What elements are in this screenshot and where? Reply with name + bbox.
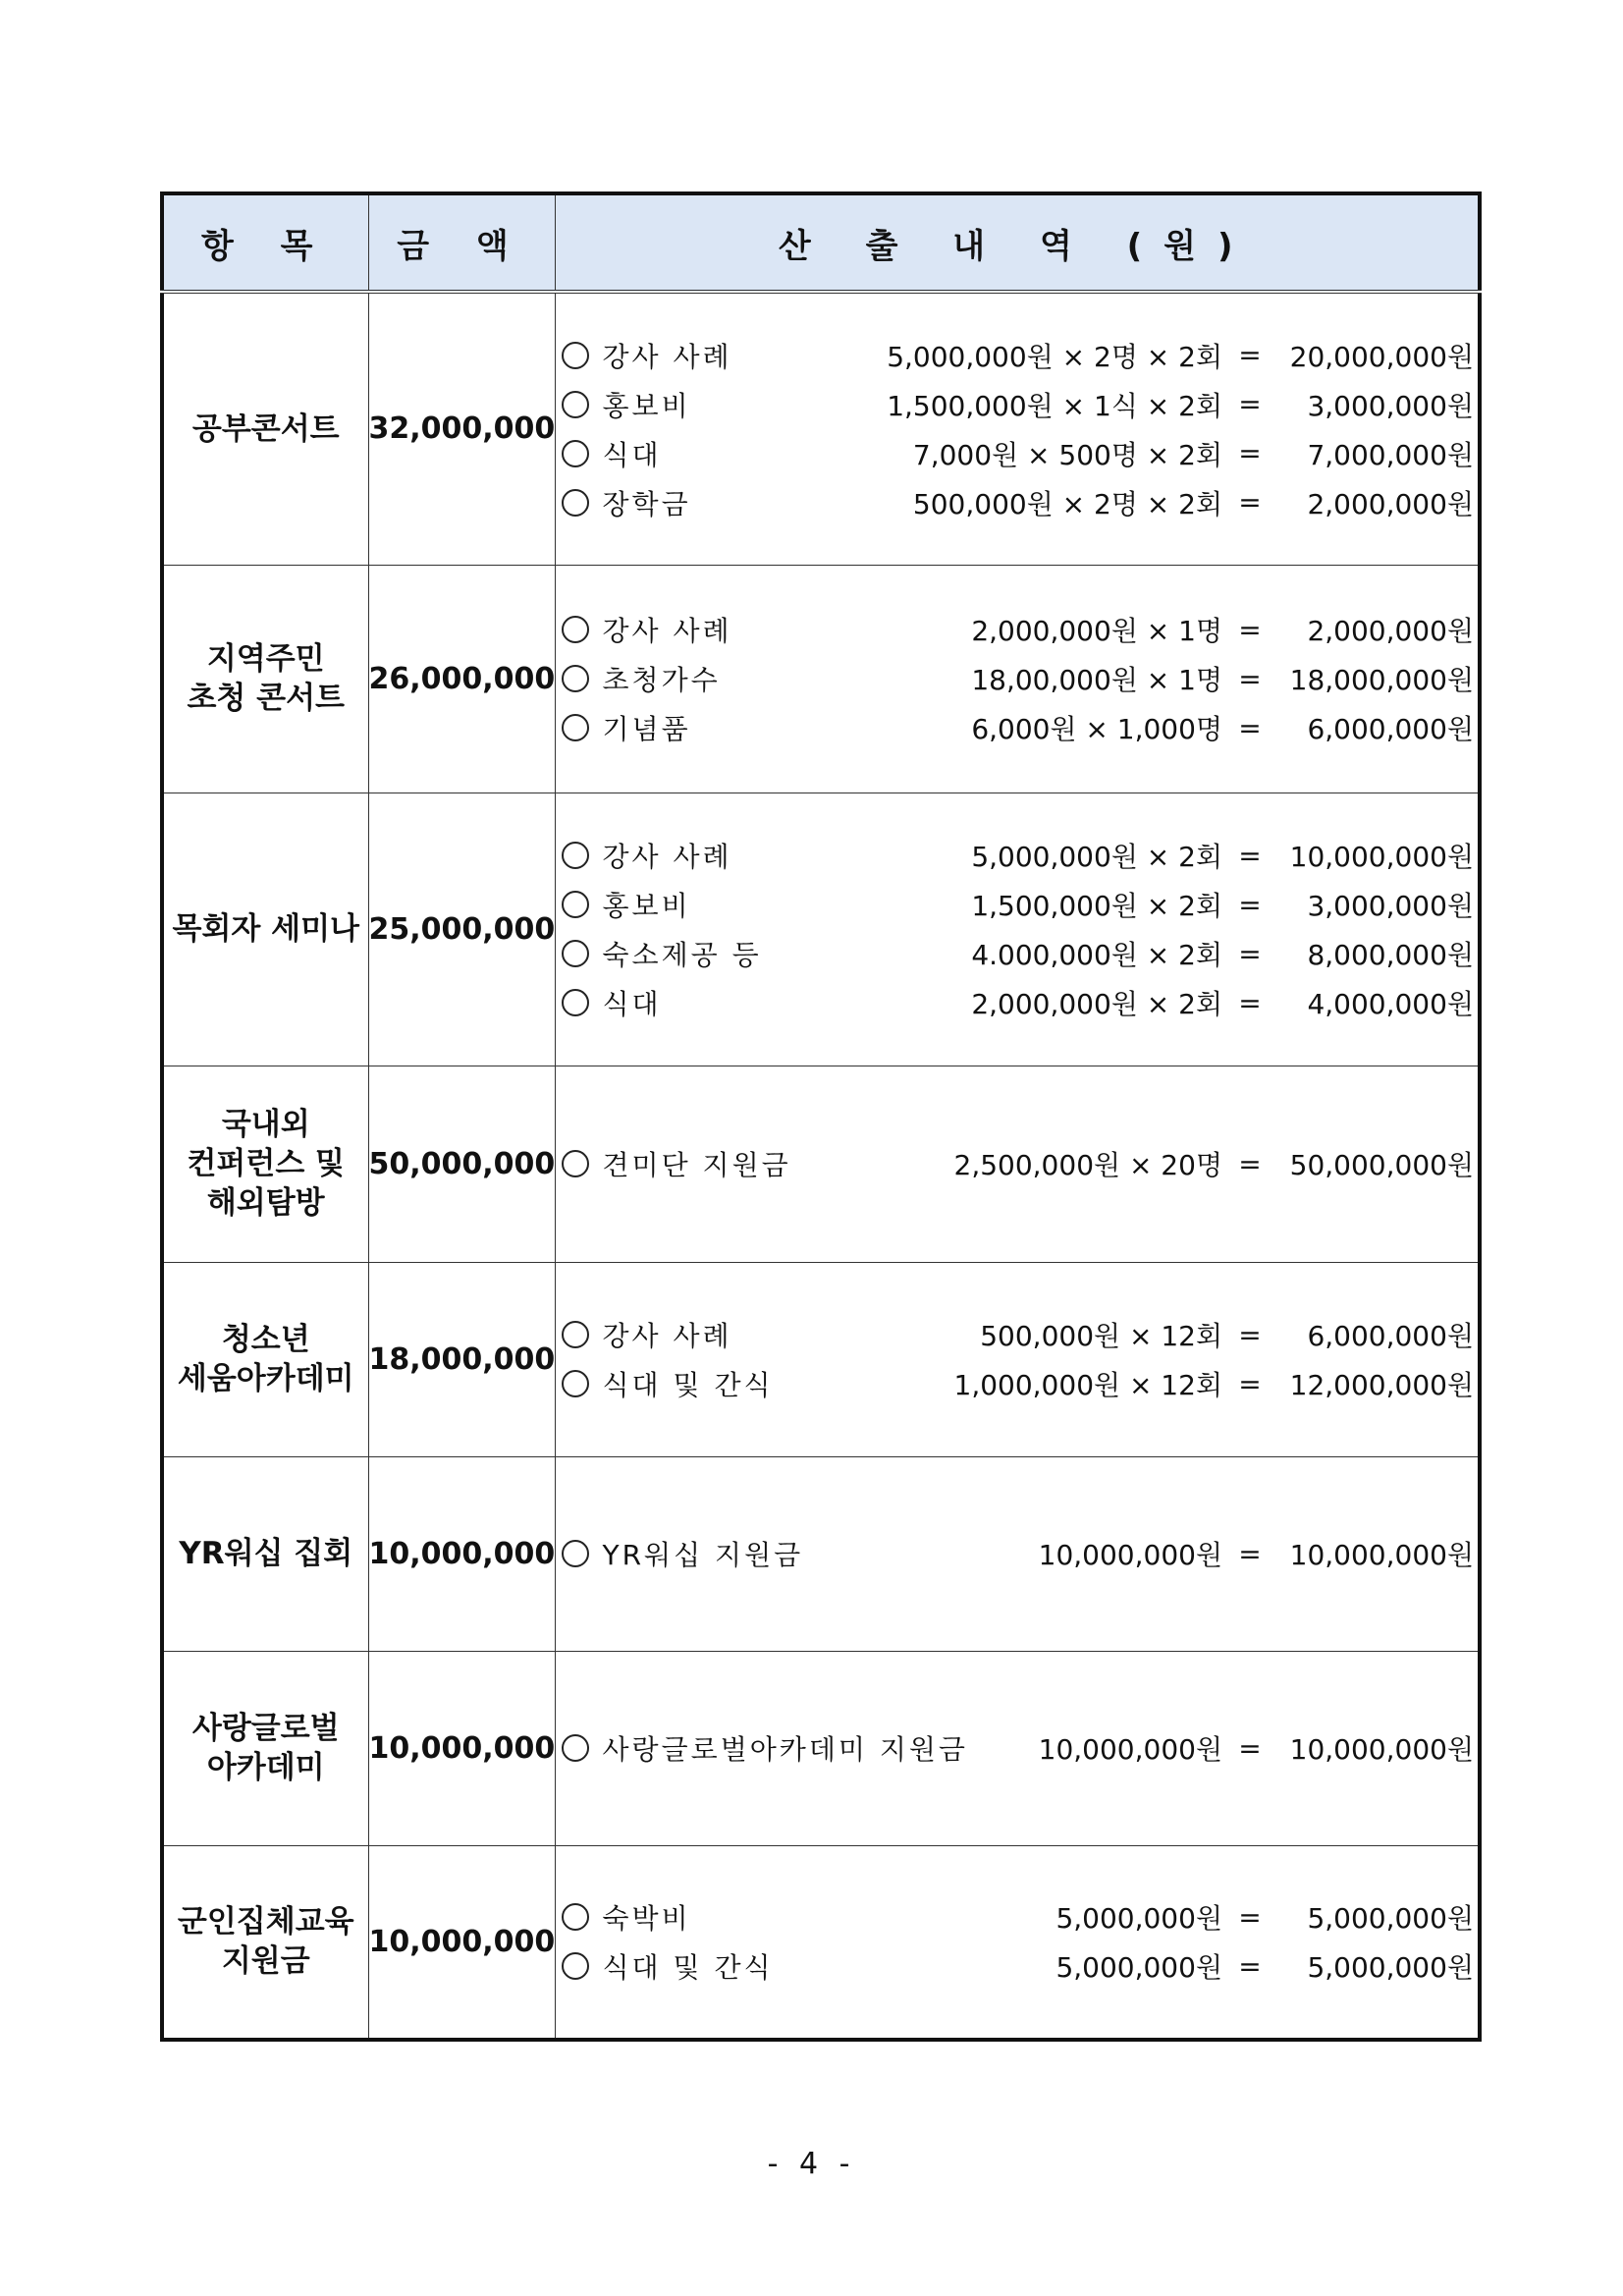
calc-line-name: 숙박비 (602, 1902, 691, 1936)
circle-bullet-icon (562, 342, 589, 369)
row-item-name: 공부콘서트 (162, 292, 368, 565)
row-item-name: 사랑글로벌 아카데미 (162, 1651, 368, 1845)
calc-line-equals: = (1238, 1367, 1262, 1400)
calc-line-name: 기념품 (602, 713, 691, 745)
calc-line-total: 10,000,000원 (1289, 1539, 1474, 1571)
calc-line-total: 20,000,000원 (1289, 340, 1474, 373)
calc-line (562, 929, 1475, 978)
calc-line-equals: = (1238, 1537, 1262, 1570)
row-calculation (555, 1262, 1480, 1456)
calc-line-formula: 18,00,000원 × 1명 (971, 664, 1222, 696)
calc-line (562, 605, 1475, 654)
calc-line-equals: = (1238, 711, 1262, 744)
calc-line (562, 1310, 1475, 1359)
calc-line-total: 12,000,000원 (1289, 1369, 1474, 1401)
row-calculation (555, 292, 1480, 565)
calc-line-total: 10,000,000원 (1289, 841, 1474, 873)
circle-bullet-icon (562, 440, 589, 467)
calc-line-total: 3,000,000원 (1307, 389, 1474, 422)
row-item-name: 국내외 컨퍼런스 및 해외탐방 (162, 1066, 368, 1262)
calc-line (562, 331, 1475, 380)
calc-line (562, 1359, 1475, 1408)
calc-line (562, 703, 1475, 752)
table-row (162, 1066, 1480, 1262)
calc-line (562, 1723, 1475, 1773)
calc-line-name: 장학금 (602, 487, 691, 520)
calc-line-total: 7,000,000원 (1307, 438, 1474, 471)
circle-bullet-icon (562, 665, 589, 692)
row-calculation (555, 1066, 1480, 1262)
calc-line-equals: = (1238, 1949, 1262, 1983)
row-item-name: 군인집체교육 지원금 (162, 1845, 368, 2040)
calc-line-formula: 500,000원 × 12회 (980, 1320, 1222, 1352)
calc-line (562, 654, 1475, 703)
calc-line-total: 50,000,000원 (1289, 1149, 1474, 1181)
header-row (162, 193, 1480, 292)
circle-bullet-icon (562, 714, 589, 741)
calc-line-name: 식대 (602, 438, 662, 471)
row-amount: 10,000,000 (368, 1651, 555, 1845)
calc-line (562, 1892, 1475, 1941)
circle-bullet-icon (562, 989, 589, 1016)
row-amount: 32,000,000 (368, 292, 555, 565)
calc-line-total: 2,000,000원 (1307, 615, 1474, 647)
calc-line-total: 4,000,000원 (1307, 988, 1474, 1020)
calc-line (562, 1941, 1475, 1991)
calc-line-formula: 5,000,000원 (1055, 1902, 1222, 1936)
calc-line-total: 10,000,000원 (1289, 1733, 1474, 1766)
calc-line-name: 홍보비 (602, 389, 691, 422)
circle-bullet-icon (562, 1952, 589, 1980)
calc-line-name: 강사 사례 (602, 841, 732, 873)
row-amount: 50,000,000 (368, 1066, 555, 1262)
calc-line-total: 5,000,000원 (1307, 1902, 1474, 1936)
table-row (162, 1651, 1480, 1845)
circle-bullet-icon (562, 1370, 589, 1397)
header-amount: 금 액 (368, 193, 555, 292)
calc-line-name: 식대 및 간식 (602, 1951, 774, 1985)
row-calculation (555, 1456, 1480, 1651)
row-item-name: 지역주민 초청 콘서트 (162, 565, 368, 793)
row-amount: 18,000,000 (368, 1262, 555, 1456)
row-amount: 10,000,000 (368, 1456, 555, 1651)
table-row (162, 1845, 1480, 2040)
calc-line-name: 식대 및 간식 (602, 1369, 774, 1401)
calc-line (562, 831, 1475, 880)
calc-line-formula: 500,000원 × 2명 × 2회 (912, 487, 1222, 520)
calc-line-equals: = (1238, 613, 1262, 646)
calc-line-name: 강사 사례 (602, 340, 732, 373)
calc-line-equals: = (1238, 888, 1262, 921)
circle-bullet-icon (562, 616, 589, 643)
calc-line-equals: = (1238, 937, 1262, 970)
table-row (162, 565, 1480, 793)
calc-line-formula: 2,500,000원 × 20명 (953, 1149, 1222, 1181)
calc-line-total: 2,000,000원 (1307, 487, 1474, 520)
calc-line-name: 사랑글로벌아카데미 지원금 (602, 1733, 968, 1766)
calc-line-formula: 6,000원 × 1,000명 (971, 713, 1222, 745)
calc-line-name: 초청가수 (602, 664, 721, 696)
calc-line-formula: 1,000,000원 × 12회 (953, 1369, 1222, 1401)
row-calculation (555, 1651, 1480, 1845)
calc-line-formula: 10,000,000원 (1038, 1733, 1222, 1766)
calc-line-name: YR워십 지원금 (602, 1539, 804, 1571)
circle-bullet-icon (562, 1150, 589, 1177)
row-amount: 10,000,000 (368, 1845, 555, 2040)
row-item-name: 목회자 세미나 (162, 793, 368, 1066)
calc-line-formula: 1,500,000원 × 2회 (971, 890, 1222, 922)
page-number: - 4 - (767, 2147, 856, 2181)
calc-line-formula: 2,000,000원 × 1명 (971, 615, 1222, 647)
calc-line-name: 강사 사례 (602, 615, 732, 647)
calc-line-equals: = (1238, 1147, 1262, 1180)
calc-line-formula: 10,000,000원 (1038, 1539, 1222, 1571)
calc-line-name: 견미단 지원금 (602, 1149, 791, 1181)
circle-bullet-icon (562, 940, 589, 967)
calc-line-equals: = (1238, 986, 1262, 1019)
row-amount: 25,000,000 (368, 793, 555, 1066)
calc-line (562, 1529, 1475, 1578)
calc-line-total: 18,000,000원 (1289, 664, 1474, 696)
circle-bullet-icon (562, 891, 589, 918)
row-item-name: YR워십 집회 (162, 1456, 368, 1651)
calc-line (562, 1139, 1475, 1188)
calc-line-formula: 5,000,000원 × 2회 (971, 841, 1222, 873)
calc-line-total: 6,000,000원 (1307, 713, 1474, 745)
budget-table (160, 191, 1482, 2042)
calc-line (562, 429, 1475, 478)
row-calculation (555, 1845, 1480, 2040)
header-item: 항 목 (162, 193, 368, 292)
row-calculation (555, 793, 1480, 1066)
row-amount: 26,000,000 (368, 565, 555, 793)
calc-line-equals: = (1238, 437, 1262, 470)
table-row (162, 793, 1480, 1066)
circle-bullet-icon (562, 391, 589, 418)
circle-bullet-icon (562, 842, 589, 869)
calc-line-equals: = (1238, 662, 1262, 695)
circle-bullet-icon (562, 1734, 589, 1762)
calc-line-total: 8,000,000원 (1307, 939, 1474, 971)
row-item-name: 청소년 세움아카데미 (162, 1262, 368, 1456)
calc-line-equals: = (1238, 1900, 1262, 1934)
calc-line-name: 숙소제공 등 (602, 939, 762, 971)
calc-line-equals: = (1238, 1731, 1262, 1765)
calc-line-name: 홍보비 (602, 890, 691, 922)
calc-line (562, 880, 1475, 929)
circle-bullet-icon (562, 489, 589, 517)
calc-line-equals: = (1238, 486, 1262, 519)
table-body (162, 292, 1480, 2040)
calc-line (562, 380, 1475, 429)
table-row (162, 1262, 1480, 1456)
calc-line-equals: = (1238, 839, 1262, 872)
calc-line (562, 978, 1475, 1027)
calc-line-formula: 7,000원 × 500명 × 2회 (912, 438, 1222, 471)
circle-bullet-icon (562, 1321, 589, 1348)
circle-bullet-icon (562, 1540, 589, 1567)
calc-line-formula: 5,000,000원 × 2명 × 2회 (887, 340, 1222, 373)
calc-line-formula: 4.000,000원 × 2회 (971, 939, 1222, 971)
calc-line-formula: 2,000,000원 × 2회 (971, 988, 1222, 1020)
calc-line-formula: 1,500,000원 × 1식 × 2회 (887, 389, 1222, 422)
table-row (162, 292, 1480, 565)
calc-line-name: 식대 (602, 988, 662, 1020)
calc-line-equals: = (1238, 339, 1262, 372)
row-calculation (555, 565, 1480, 793)
calc-line-equals: = (1238, 1318, 1262, 1351)
calc-line-total: 3,000,000원 (1307, 890, 1474, 922)
calc-line-total: 6,000,000원 (1307, 1320, 1474, 1352)
calc-line-name: 강사 사례 (602, 1320, 732, 1352)
calc-line-formula: 5,000,000원 (1055, 1951, 1222, 1985)
calc-line-equals: = (1238, 388, 1262, 421)
header-calculation: 산 출 내 역 (원) (555, 193, 1480, 292)
table-row (162, 1456, 1480, 1651)
calc-line (562, 478, 1475, 527)
circle-bullet-icon (562, 1903, 589, 1931)
calc-line-total: 5,000,000원 (1307, 1951, 1474, 1985)
